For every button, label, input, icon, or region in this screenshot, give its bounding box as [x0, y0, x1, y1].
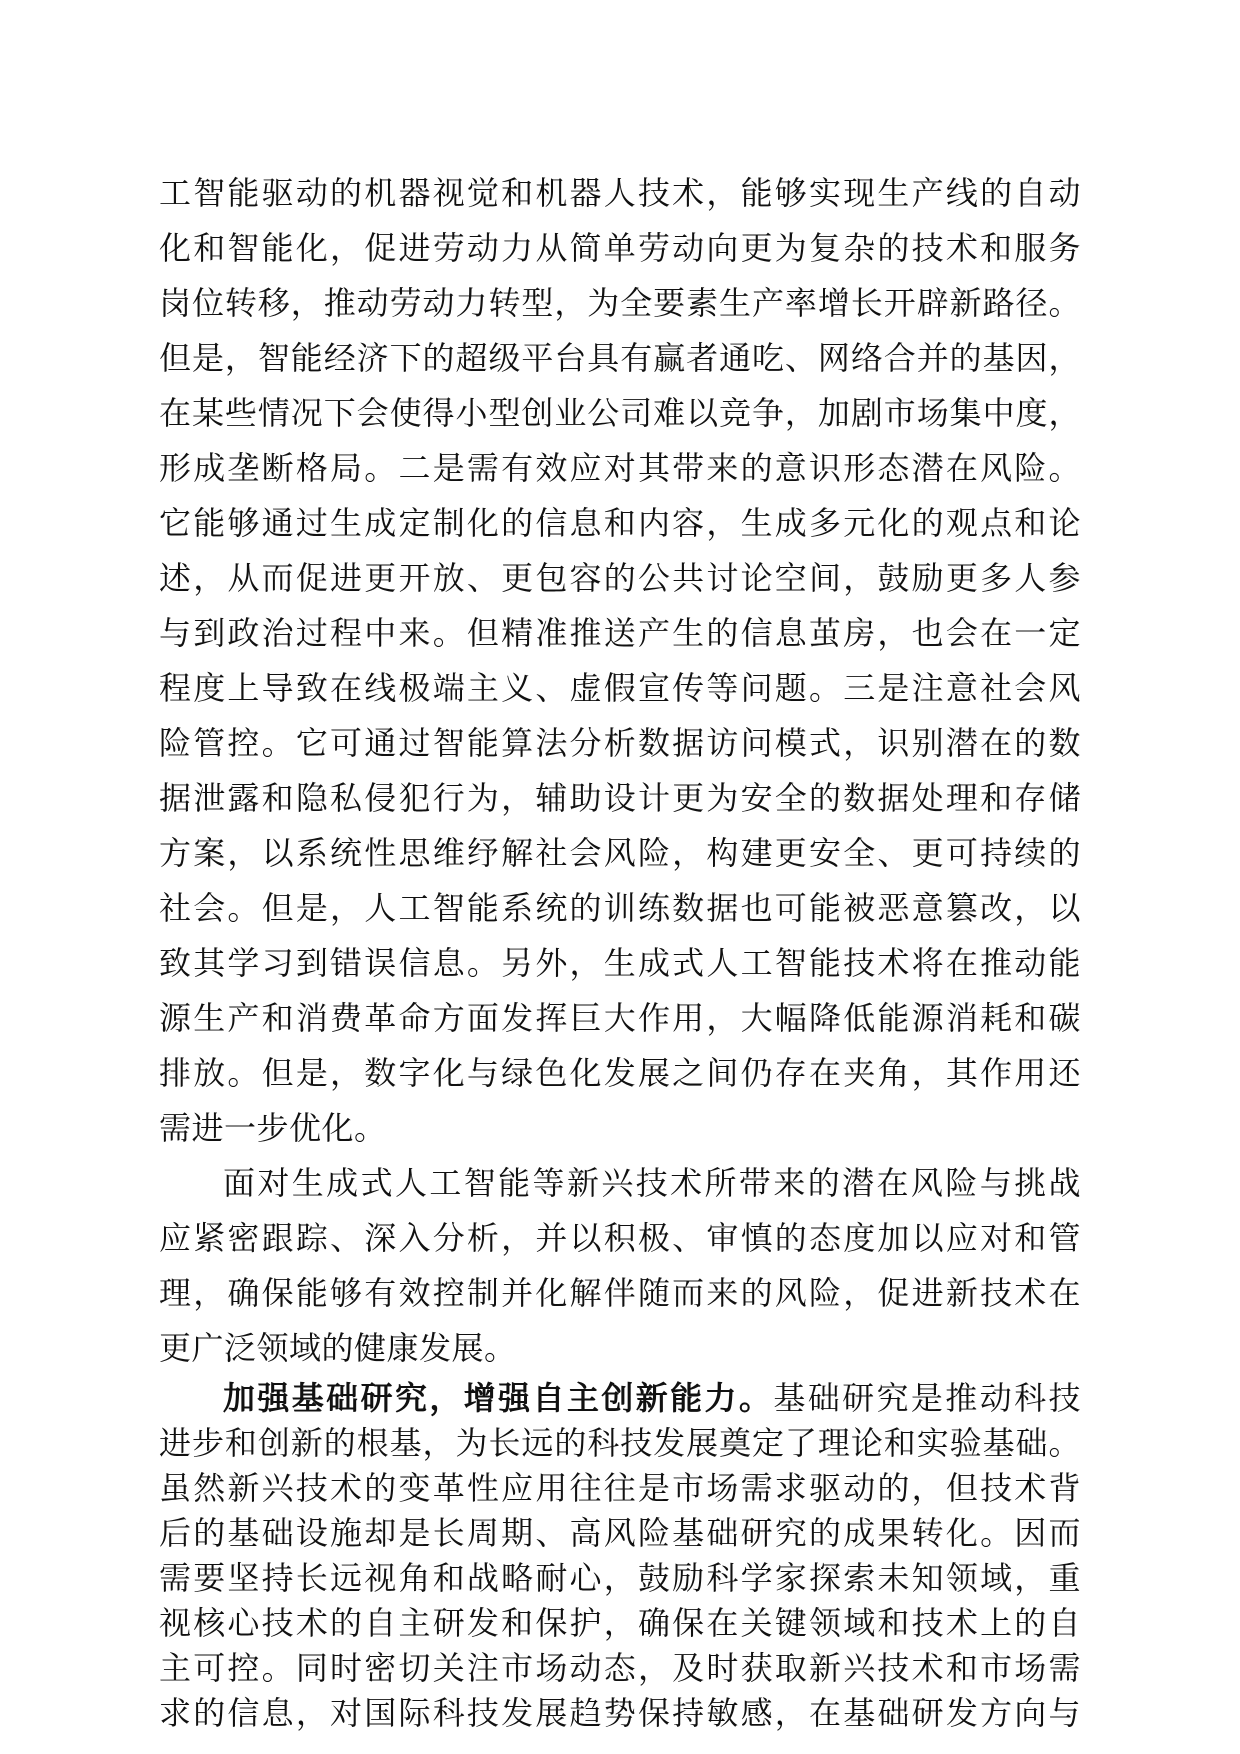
paragraph-2-line: 应紧密跟踪、深入分析，并以积极、审慎的态度加以应对和管	[159, 1219, 1081, 1257]
paragraph-2-line: 面对生成式人工智能等新兴技术所带来的潜在风险与挑战	[223, 1164, 1081, 1202]
paragraph-2-line: 理，确保能够有效控制并化解伴随而来的风险，促进新技术在	[159, 1274, 1081, 1312]
paragraph-2-line: 更广泛领域的健康发展。	[159, 1329, 517, 1367]
paragraph-1-line: 它能够通过生成定制化的信息和内容，生成多元化的观点和论	[159, 504, 1081, 542]
paragraph-1-line: 在某些情况下会使得小型创业公司难以竞争，加剧市场集中度，	[159, 394, 1081, 432]
paragraph-1-line: 工智能驱动的机器视觉和机器人技术，能够实现生产线的自动	[159, 174, 1081, 212]
paragraph-1-line: 险管控。它可通过智能算法分析数据访问模式，识别潜在的数	[159, 724, 1081, 762]
paragraph-3-first-line	[223, 1376, 1081, 1421]
paragraph-3-line: 虽然新兴技术的变革性应用往往是市场需求驱动的，但技术背	[159, 1469, 1081, 1507]
paragraph-1-line: 岗位转移，推动劳动力转型，为全要素生产率增长开辟新路径。	[159, 284, 1081, 322]
paragraph-3-line: 后的基础设施却是长周期、高风险基础研究的成果转化。因而	[159, 1514, 1081, 1552]
paragraph-1-line: 述，从而促进更开放、更包容的公共讨论空间，鼓励更多人参	[159, 559, 1081, 597]
paragraph-1-line: 社会。但是，人工智能系统的训练数据也可能被恶意篡改，以	[159, 889, 1081, 927]
paragraph-3-line: 视核心技术的自主研发和保护，确保在关键领域和技术上的自	[159, 1604, 1081, 1642]
paragraph-1-line: 据泄露和隐私侵犯行为，辅助设计更为安全的数据处理和存储	[159, 779, 1081, 817]
paragraph-1-line: 需进一步优化。	[159, 1109, 387, 1147]
paragraph-1-line: 致其学习到错误信息。另外，生成式人工智能技术将在推动能	[159, 944, 1081, 982]
paragraph-1-line: 方案，以系统性思维纾解社会风险，构建更安全、更可持续的	[159, 834, 1081, 872]
paragraph-3-line: 主可控。同时密切关注市场动态，及时获取新兴技术和市场需	[159, 1649, 1081, 1687]
paragraph-1-line: 与到政治过程中来。但精准推送产生的信息茧房，也会在一定	[159, 614, 1081, 652]
paragraph-1-line: 源生产和消费革命方面发挥巨大作用，大幅降低能源消耗和碳	[159, 999, 1081, 1037]
paragraph-3-first-line-text: 基础研究是推动科技	[773, 1379, 1081, 1417]
paragraph-3-line: 求的信息，对国际科技发展趋势保持敏感，在基础研发方向与	[159, 1694, 1081, 1732]
section-heading: 加强基础研究，增强自主创新能力。	[223, 1379, 774, 1417]
paragraph-1-line: 排放。但是，数字化与绿色化发展之间仍存在夹角，其作用还	[159, 1054, 1081, 1092]
paragraph-3-line: 需要坚持长远视角和战略耐心，鼓励科学家探索未知领域，重	[159, 1559, 1081, 1597]
paragraph-1-line: 形成垄断格局。二是需有效应对其带来的意识形态潜在风险。	[159, 449, 1081, 487]
paragraph-1-line: 程度上导致在线极端主义、虚假宣传等问题。三是注意社会风	[159, 669, 1081, 707]
paragraph-3-line: 进步和创新的根基，为长远的科技发展奠定了理论和实验基础。	[159, 1424, 1081, 1462]
paragraph-1-line: 但是，智能经济下的超级平台具有赢者通吃、网络合并的基因，	[159, 339, 1081, 377]
paragraph-1-line: 化和智能化，促进劳动力从简单劳动向更为复杂的技术和服务	[159, 229, 1081, 267]
